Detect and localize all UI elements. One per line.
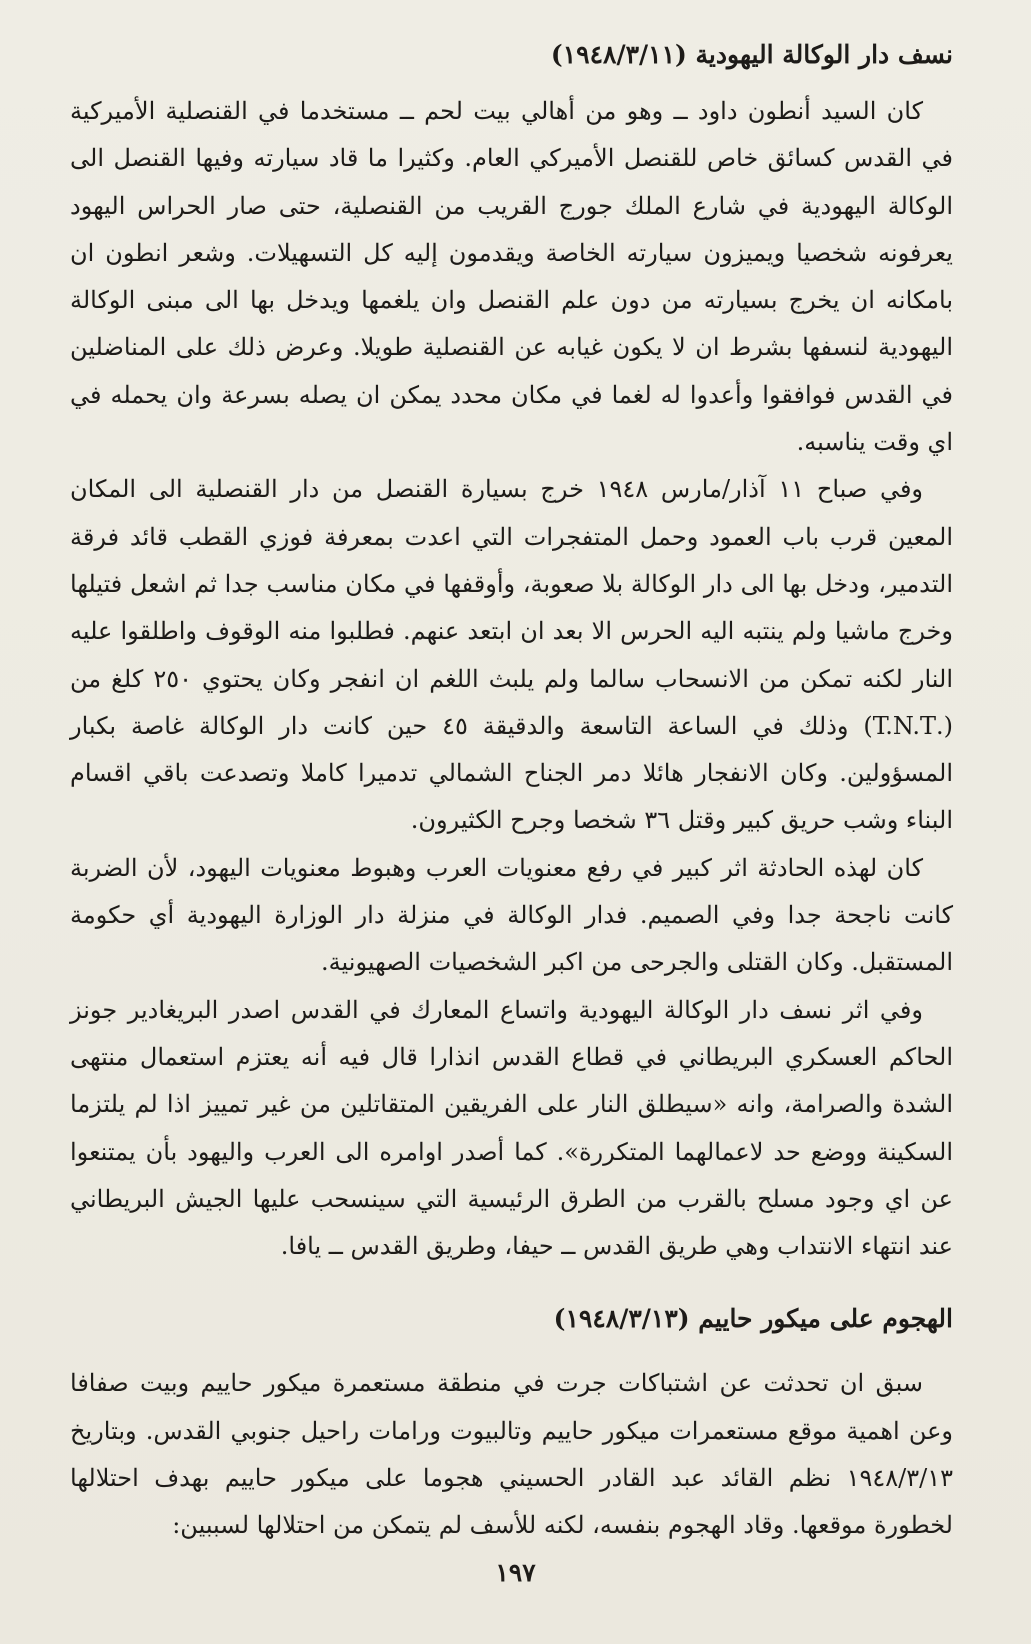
section-heading-mekor-haim-attack: الهجوم على ميكور حاييم (١٩٤٨/٣/١٣) <box>553 1304 953 1334</box>
paragraph: وفي اثر نسف دار الوكالة اليهودية واتساع المعارك في القدس اصدر البريغادير جونز الحاكم العسكري البريطاني في قطاع القدس انذارا قال فيه أنه يعتزم استعمال منتهى الشدة والصرامة، وانه «سيطلق النار على الفريقين المتقاتلين من غير تمييز اذا لم يلتزما السكينة ووضع حد لاعمالهما المتكررة». كما أصدر اوامره الى العرب واليهود بأن يمتنعوا عن اي وجود مسلح بالقرب من الطرق الرئيسية التي سينسحب عليها الجيش البريطاني عند انتهاء الانتداب وهي طريق القدس ــ حيفا، وطريق القدس ــ يافا. <box>70 995 953 1261</box>
paragraph: كان السيد أنطون داود ــ وهو من أهالي بيت لحم ــ مستخدما في القنصلية الأميركية في القدس كسائق خاص للقنصل الأميركي العام. وكثيرا ما قاد سيارته وفيها القنصل الى الوكالة اليهودية في شارع الملك جورج القريب من القنصلية، حتى صار الحراس اليهود يعرفونه شخصيا ويميزون سيارته الخاصة ويقدمون إليه كل التسهيلات. وشعر انطون ان بامكانه ان يخرج بسيارته من دون علم القنصل وان يلغمها ويدخل بها الى مبنى الوكالة اليهودية لنسفها بشرط ان لا يكون غيابه عن القنصلية طويلا. وعرض ذلك على المناضلين في القدس فوافقوا وأعدوا له لغما في مكان محدد يمكن ان يصله بسرعة وان يحمله في اي وقت يناسبه. <box>70 97 954 457</box>
paragraph: سبق ان تحدثت عن اشتباكات جرت في منطقة مستعمرة ميكور حاييم وبيت صفافا وعن اهمية موقع مستعمرات ميكور حاييم وتالبيوت ورامات راحيل جنوبي القدس. وبتاريخ ١٩٤٨/٣/١٣ نظم القائد عبد القادر الحسيني هجوما على ميكور حاييم بهدف احتلالها لخطورة موقعها. وقاد الهجوم بنفسه، لكنه للأسف لم يتمكن من احتلالها لسببين: <box>70 1369 953 1540</box>
paragraph: وفي صباح ١١ آذار/مارس ١٩٤٨ خرج بسيارة القنصل من دار القنصلية الى المكان المعين قرب باب العمود وحمل المتفجرات التي اعدت بمعرفة فوزي القطب قائد فرقة التدمير، ودخل بها الى دار الوكالة بلا صعوبة، وأوقفها في مكان مناسب جدا ثم اشعل فتيلها وخرج ماشيا ولم ينتبه اليه الحرس الا بعد ان ابتعد عنهم. فطلبوا منه الوقوف واطلقوا عليه النار لكنه تمكن من الانسحاب سالما ولم يلبث اللغم ان انفجر وكان يحتوي ٢٥٠ كلغ من (.T.N.T) وذلك في الساعة التاسعة والدقيقة ٤٥ حين كانت دار الوكالة غاصة بكبار المسؤولين. وكان الانفجار هائلا دمر الجناح الشمالي تدميرا كاملا وتصدعت باقي اقسام البناء وشب حريق كبير وقتل ٣٦ شخصا وجرح الكثيرون. <box>70 475 953 835</box>
section-heading-jewish-agency-bombing: نسف دار الوكالة اليهودية (١٩٤٨/٣/١١) <box>550 40 953 69</box>
paragraph: كان لهذه الحادثة اثر كبير في رفع معنويات العرب وهبوط معنويات اليهود، لأن الضربة كانت ناجحة جدا وفي الصميم. فدار الوكالة في منزلة دار الوزارة اليهودية أي حكومة المستقبل. وكان القتلى والجرحى من اكبر الشخصيات الصهيونية. <box>70 853 953 977</box>
page-number: ١٩٧ <box>495 1558 536 1587</box>
page-body <box>70 34 953 1550</box>
